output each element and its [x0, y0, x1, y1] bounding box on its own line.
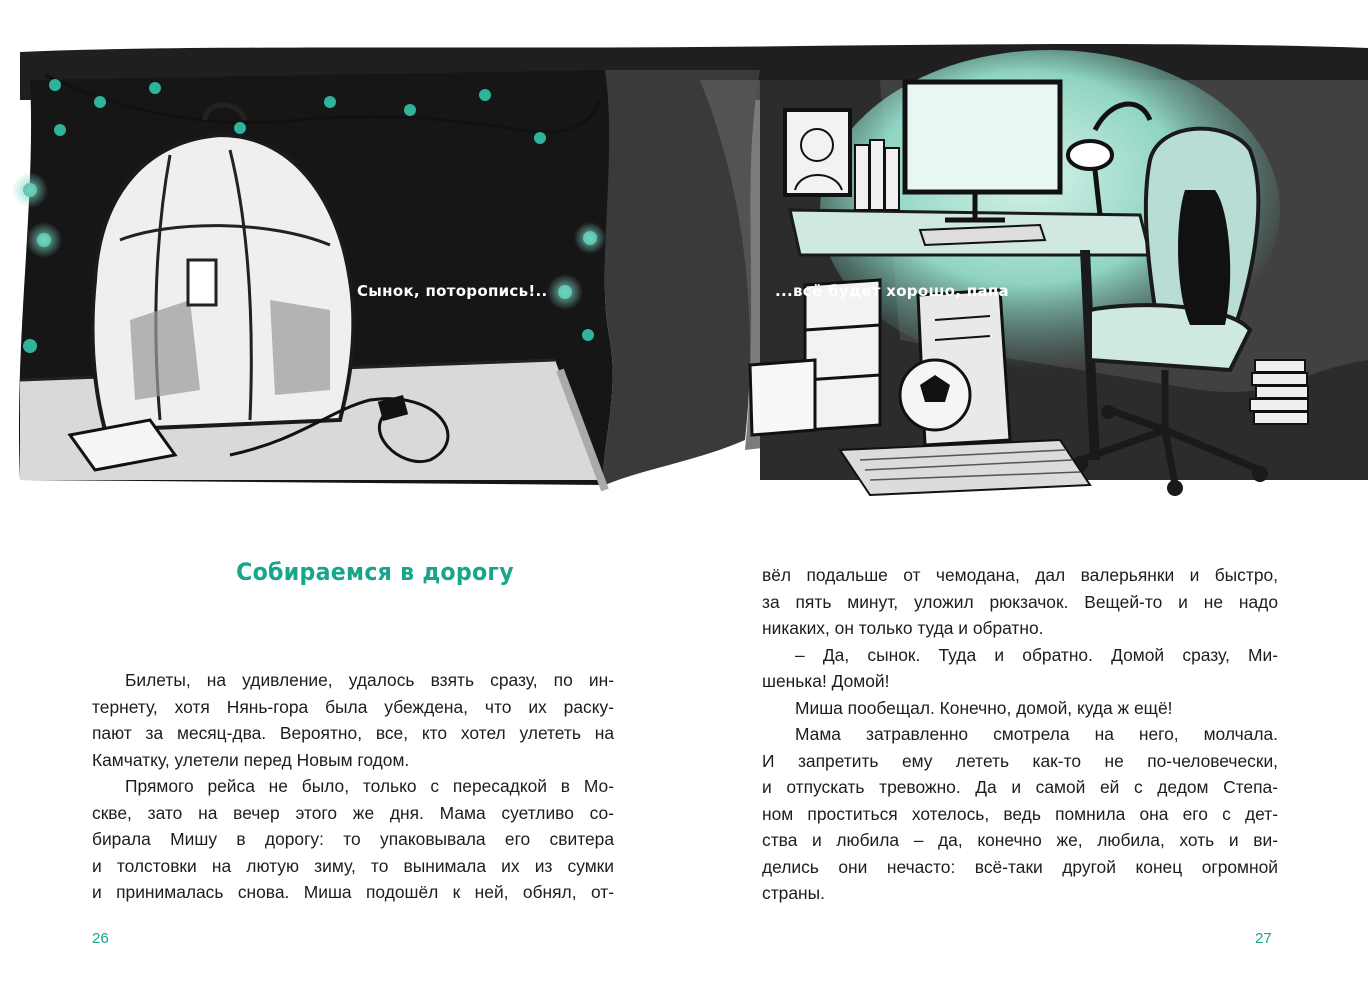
text-line: Прямого рейса не было, только с пересадкой в Мо- — [125, 776, 614, 796]
right-page-text — [762, 562, 1278, 907]
text-line: И запретить ему лететь как-то не по-человечески, — [762, 750, 1278, 771]
text-line: и принималась снова. Миша подошёл к ней, обнял, от- — [92, 882, 614, 902]
text-line: пают за месяц-два. Вероятно, все, кто хотел улететь на — [92, 723, 614, 743]
chapter-title: Собираемся в дорогу — [236, 558, 514, 586]
text-line: скве, зато на вечер этого же дня. Мама суетливо со- — [92, 802, 614, 823]
desk-books — [855, 140, 899, 210]
text-line: Билеты, на удивление, удалось взять сразу, по ин- — [125, 670, 614, 690]
text-line: делись они нечасто: всё-таки другой конец огромной — [762, 856, 1278, 877]
text-line: тернету, хотя Нянь-гора была убеждена, что их раску- — [92, 696, 614, 717]
text-line: ства и любила – да, конечно же, любила, хоть и ви- — [762, 830, 1278, 850]
text-line: Мама затравленно смотрела на него, молчала. — [795, 724, 1278, 744]
text-line: страны. — [762, 883, 825, 903]
white-box — [750, 360, 815, 435]
floor-books — [1250, 360, 1308, 424]
left-page-text — [92, 667, 614, 906]
page-number-right: 27 — [1255, 930, 1272, 947]
text-line: никаких, он только туда и обратно. — [762, 618, 1044, 638]
text-line: бирала Мишу в дорогу: то упаковывала его свитера — [92, 829, 614, 849]
text-line: и толстовки на лютую зиму, то вынимала их из сумки — [92, 855, 614, 876]
speech-caption-mother: Сынок, поторопись!.. — [357, 282, 548, 300]
text-line: и отпускать тревожно. Да и самой ей с дедом Степа- — [762, 777, 1278, 797]
portrait-frame — [785, 110, 850, 195]
chair-bag — [1178, 190, 1230, 325]
monitor — [905, 82, 1060, 192]
text-line: Миша пообещал. Конечно, домой, куда ж ещё! — [795, 697, 1173, 718]
page-number-left: 26 — [92, 930, 109, 947]
floor-rug — [840, 440, 1090, 495]
text-line: шенька! Домой! — [762, 671, 890, 691]
speech-caption-son: ...всё будет хорошо, папа — [775, 282, 1009, 300]
ink-illustration — [0, 40, 1370, 500]
text-line: за пять минут, уложил рюкзачок. Вещей-то и не надо — [762, 591, 1278, 612]
spread-illustration — [0, 40, 1370, 500]
text-line: вёл подальше от чемодана, дал валерьянки и быстро, — [762, 565, 1278, 585]
text-line: ном проститься хотелось, ведь помнила она его с дет- — [762, 803, 1278, 824]
text-line: – Да, сынок. Туда и обратно. Домой сразу, Ми- — [795, 644, 1278, 665]
text-line: Камчатку, улетели перед Новым годом. — [92, 749, 410, 770]
